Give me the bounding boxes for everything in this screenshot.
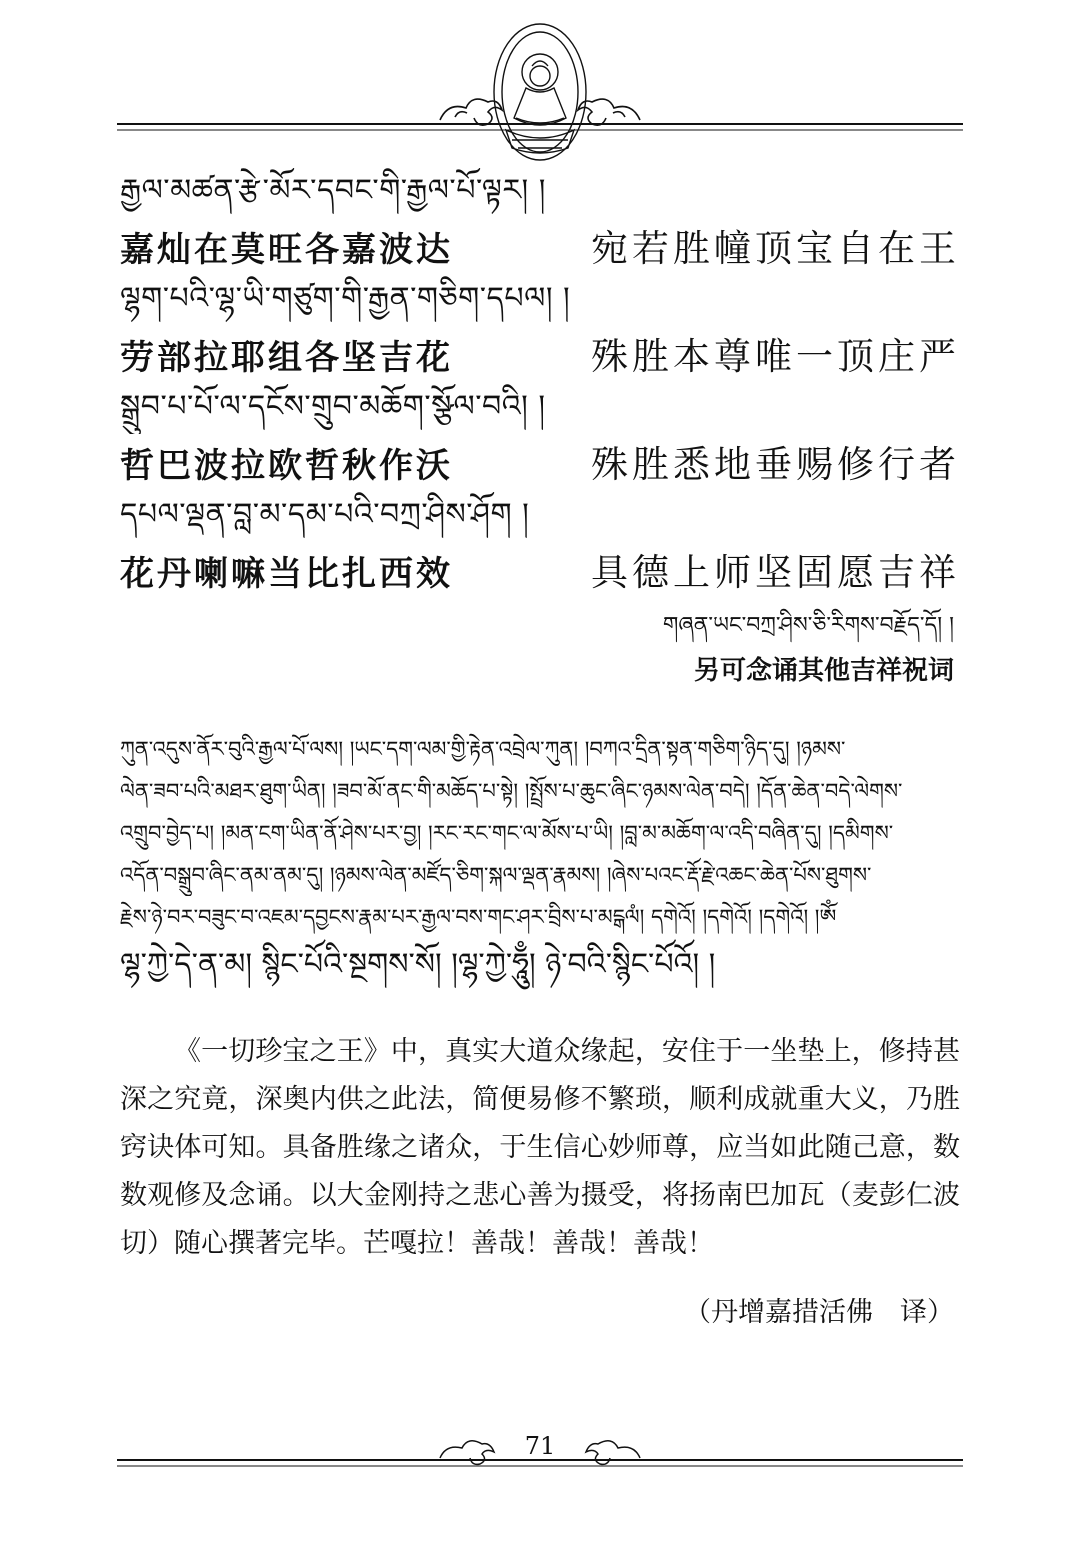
prose-paragraph: 《一切珍宝之王》中，真实大道众缘起，安住于一坐垫上，修持甚深之究竟，深奥内供之此法，简便易修不繁琐，顺利成就重大义，乃胜窍诀体可知。具备胜缘之诸众，于生信心妙师尊，应当如此随己意，数数观修及念诵。以大金刚持之悲心善为摄受，将扬南巴加瓦（麦彭仁波切）随心撰著完毕。芒嘎拉！善哉！善哉！善哉！ <box>120 1036 960 1259</box>
phonetic-line: 嘉灿在莫旺各嘉波达 <box>120 230 453 270</box>
note-tibetan: གཞན་ཡང་བཀྲ་ཤིས་ཅི་རིགས་བརྗོད་དོ། ། <box>662 613 954 638</box>
translation-line: 宛若胜幢顶宝自在王 <box>591 227 960 270</box>
note-chinese: 另可念诵其他吉祥祝词 <box>693 656 954 686</box>
verse-3 <box>120 384 960 490</box>
colophon-line: ལྷ་ཀྱེ་དེ་ན་མ། སྙིང་པོའི་སྔགས་སོ། །ལྷ་ཀྱེ་ཧཱུྃ། ཉེ་བའི་སྙིང་པོའོ། ། <box>120 947 716 982</box>
phonetic-line: 哲巴波拉欧哲秋作沃 <box>120 446 453 486</box>
page-number: 71 <box>524 1432 556 1460</box>
colophon-line: རྗེས་ཉེ་བར་བཟུང་བ་འཇམ་དབྱངས་རྣམ་པར་རྒྱལ་བས་གང་ཤར་བྲིས་པ་མངྒལཾ། དགེའོ། །དགེའོ། །དགེའོ། །ཨོཾ <box>120 905 837 929</box>
verse-1 <box>120 168 960 274</box>
colophon-line: འགྲུབ་བྱེད་པ། །མན་ངག་ཡིན་ནོ་ཤེས་པར་བྱ། །རང་རང་གང་ལ་མོས་པ་ཡི། །བླ་མ་མཆོག་ལ་འདི་བཞིན་དུ། །དམིགས་ <box>120 821 894 845</box>
verse-4 <box>120 492 960 598</box>
tibetan-line: དཔལ་ལྡན་བླ་མ་དམ་པའི་བཀྲ་ཤིས་ཤོག ། <box>120 497 530 532</box>
tibetan-line: སྒྲུབ་པ་པོ་ལ་དངོས་གྲུབ་མཆོག་སྩོལ་བའི། ། <box>120 389 546 424</box>
colophon-line: འདོན་བསྒྲུབ་ཞིང་ནམ་ནམ་དུ། །ཉམས་ལེན་མཛོད་ཅིག་སྐལ་ལྡན་རྣམས། །ཞེས་པའང་རྡོ་རྗེ་འཆང་ཆེན་པོས་ཐུགས་ <box>120 863 872 887</box>
translation-line: 具德上师坚固愿吉祥 <box>591 551 960 594</box>
header-ornament <box>0 0 1080 165</box>
buddha-figure-icon <box>494 24 586 160</box>
colophon-line: ལེན་ཟབ་པའི་མཐར་ཐུག་ཡིན། །ཟབ་མོ་ནང་གི་མཆོད་པ་སྟེ། །སྤྲོས་པ་ཆུང་ཞིང་ཉམས་ལེན་བདེ། །དོན་ཆེན་བདེ་ལེགས་ <box>120 779 903 803</box>
tibetan-line: རྒྱལ་མཚན་རྩེ་མོར་དབང་གི་རྒྱལ་པོ་ལྟར། ། <box>120 173 546 208</box>
translation-line: 殊胜本尊唯一顶庄严 <box>591 335 960 378</box>
colophon-line: ཀུན་འདུས་ནོར་བུའི་རྒྱལ་པོ་ལས། །ཡང་དག་ལམ་གྱི་རྟེན་འབྲེལ་ཀུན། །བཀའ་དྲིན་སྟན་གཅིག་ཉིད་དུ། །ཉམས་ <box>120 737 846 761</box>
tibetan-line: ལྷག་པའི་ལྷ་ཡི་གཙུག་གི་རྒྱན་གཅིག་དཔལ། ། <box>120 281 571 316</box>
phonetic-line: 劳部拉耶组各坚吉花 <box>120 338 453 378</box>
colophon-chinese <box>120 1028 960 1268</box>
translator-credit: （丹增嘉措活佛 译） <box>684 1297 954 1328</box>
translation-line: 殊胜悉地垂赐修行者 <box>591 443 960 486</box>
colophon-tibetan <box>120 728 960 992</box>
phonetic-line: 花丹喇嘛当比扎西效 <box>120 554 453 594</box>
verse-2 <box>120 276 960 382</box>
